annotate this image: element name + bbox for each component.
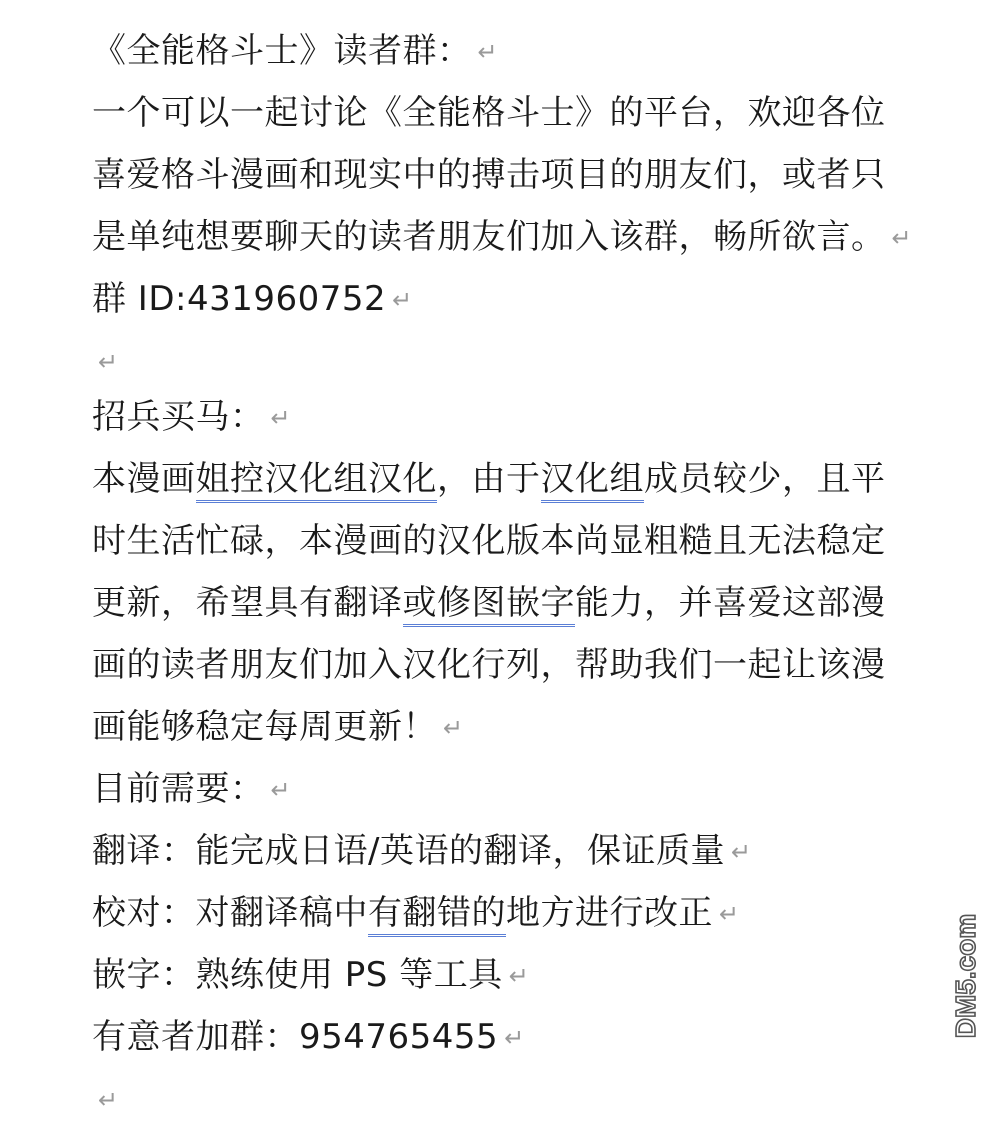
text-run: 成员较少，且平 (644, 459, 886, 499)
text-run: 更新，希望具有翻译 (92, 583, 403, 623)
grammar-underline: 有翻错的 (368, 893, 506, 937)
grammar-underline: 或修图嵌字 (403, 583, 576, 627)
text-line (92, 206, 912, 268)
text-line (92, 1006, 912, 1068)
paragraph-mark-icon: ↵ (891, 224, 913, 252)
text-run: 时生活忙碌，本漫画的汉化版本尚显粗糙且无法稳定 (92, 521, 886, 561)
paragraph-mark-icon: ↵ (730, 838, 752, 866)
text-run: 是单纯想要聊天的读者朋友们加入该群，畅所欲言。 (92, 217, 886, 257)
text-line (92, 758, 912, 820)
text-run: 喜爱格斗漫画和现实中的搏击项目的朋友们，或者只 (92, 155, 886, 195)
text-run: 《全能格斗士》读者群： (92, 31, 472, 71)
text-run: ，由于 (437, 459, 541, 499)
watermark-logo-icon (946, 901, 986, 1051)
text-line (92, 820, 912, 882)
text-run: 能力，并喜爱这部漫 (575, 583, 886, 623)
text-line (92, 82, 912, 144)
text-line (92, 1068, 912, 1124)
paragraph-mark-icon: ↵ (270, 776, 292, 804)
svg-text:DM5.com: DM5.com (950, 913, 981, 1039)
paragraph-mark-icon: ↵ (98, 1086, 119, 1114)
paragraph-mark-icon: ↵ (98, 348, 119, 376)
document-body (92, 20, 912, 1124)
text-run: 招兵买马： (92, 397, 265, 437)
text-line (92, 696, 912, 758)
text-run: 群 ID:431960752 (92, 279, 387, 319)
dm5-watermark-logo (946, 901, 986, 1051)
text-line (92, 882, 912, 944)
text-run: 画能够稳定每周更新！ (92, 707, 437, 747)
paragraph-mark-icon: ↵ (508, 962, 530, 990)
text-line (92, 20, 912, 82)
text-line (92, 634, 912, 696)
text-line (92, 572, 912, 634)
text-run: 一个可以一起讨论《全能格斗士》的平台，欢迎各位 (92, 93, 886, 133)
paragraph-mark-icon: ↵ (719, 900, 740, 928)
paragraph-mark-icon: ↵ (504, 1024, 525, 1052)
text-run: 目前需要： (92, 769, 265, 809)
text-line (92, 448, 912, 510)
paragraph-mark-icon: ↵ (443, 714, 464, 742)
text-line (92, 268, 912, 330)
text-line (92, 944, 912, 1006)
grammar-underline: 汉化组 (541, 459, 645, 503)
paragraph-mark-icon: ↵ (270, 404, 292, 432)
text-run: 本漫画 (92, 459, 196, 499)
text-run: 翻译：能完成日语/英语的翻译，保证质量 (92, 831, 725, 871)
text-line (92, 330, 912, 386)
paragraph-mark-icon: ↵ (477, 38, 499, 66)
paragraph-mark-icon: ↵ (392, 286, 413, 314)
text-line (92, 510, 912, 572)
text-line (92, 386, 912, 448)
text-run: 地方进行改正 (506, 893, 713, 933)
text-run: 画的读者朋友们加入汉化行列，帮助我们一起让该漫 (92, 645, 886, 685)
text-run: 校对：对翻译稿中 (92, 893, 368, 933)
text-run: 嵌字：熟练使用 PS 等工具 (92, 955, 503, 995)
grammar-underline: 姐控汉化组汉化 (196, 459, 438, 503)
text-run: 有意者加群：954765455 (92, 1017, 499, 1057)
text-line (92, 144, 912, 206)
